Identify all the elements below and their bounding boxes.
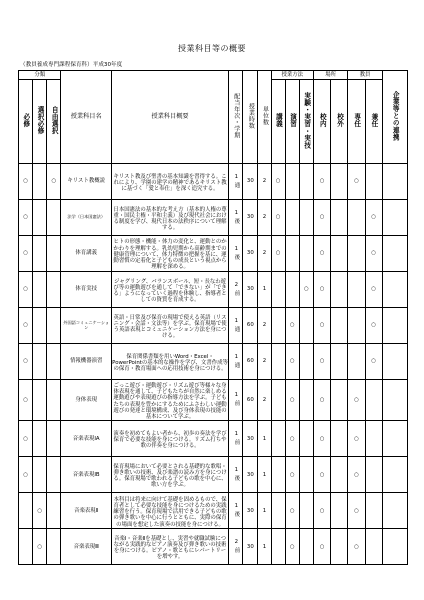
jiyu-sentaku-cell <box>47 200 61 236</box>
course-description: 保育現場において必要とされる基礎的な歌唱・弾き歌いの技術、及び楽譜の読み方を身につける。保育現場で歌われる子どもの歌を中心に、歌い方を学ぶ。 <box>111 457 228 493</box>
tanisu-cell: 1 <box>258 421 271 457</box>
jisshu-cell <box>299 344 313 380</box>
course-name: 音楽表現Ⅲ <box>61 529 112 565</box>
kogi-cell <box>271 380 285 421</box>
kougai-cell <box>331 380 348 421</box>
enshu-cell: ○ <box>285 380 299 421</box>
course-name: 身体表現 <box>61 380 112 421</box>
jugyo-jisu-cell: 60 <box>243 344 258 380</box>
kogi-cell <box>271 272 285 308</box>
tanisu-cell: 2 <box>258 200 271 236</box>
header-basho: 場所 <box>313 71 347 80</box>
kennin-cell: ○ <box>365 200 382 236</box>
kounai-cell: ○ <box>313 272 330 308</box>
kennin-cell: ○ <box>365 344 382 380</box>
kounai-cell: ○ <box>313 493 330 529</box>
course-name: 体育講義 <box>61 236 112 272</box>
haito-nenji-cell: 1 前 <box>229 421 243 457</box>
hissu-cell <box>19 493 33 529</box>
jugyo-jisu-cell: 30 <box>243 457 258 493</box>
kigyo-renkei-cell <box>382 493 407 529</box>
hissu-cell: ○ <box>19 236 33 272</box>
sennin-cell <box>348 308 365 344</box>
course-description: ジャグリング、バランスボール、短・長なわ遊び等の運動遊びを通して「できない」が「できる」ようになっていく過程を体験し、指導者としての資質を育成する。 <box>111 272 228 308</box>
jiyu-sentaku-cell <box>47 421 61 457</box>
kougai-cell <box>331 421 348 457</box>
course-name: 音楽表現Ⅱ <box>61 493 112 529</box>
kougai-cell <box>331 164 348 200</box>
sennin-cell: ○ <box>348 164 365 200</box>
hissu-cell: ○ <box>19 380 33 421</box>
kogi-cell <box>271 457 285 493</box>
enshu-cell: ○ <box>285 308 299 344</box>
kounai-cell: ○ <box>313 164 330 200</box>
header-hissu: 必修 <box>19 80 33 164</box>
haito-nenji-cell: 2 前 <box>229 272 243 308</box>
course-description: 英語・日常及び保育の現場で使える英語（リスニング・会話・文法等）を学ぶ。保育現場で使う英語表現とコミュニケーション方法を身につける。 <box>111 308 228 344</box>
sennin-cell: ○ <box>348 529 365 565</box>
kogi-cell <box>271 529 285 565</box>
table-row <box>19 380 408 421</box>
enshu-cell: ○ <box>285 421 299 457</box>
kigyo-renkei-cell <box>382 236 407 272</box>
sentaku-hissu-cell: ○ <box>33 493 47 529</box>
kogi-cell: ○ <box>271 200 285 236</box>
kougai-cell <box>331 529 348 565</box>
header-jugyo-hoho: 授業方法 <box>271 71 313 80</box>
sennin-cell: ○ <box>348 380 365 421</box>
kennin-cell <box>365 529 382 565</box>
enshu-cell <box>285 200 299 236</box>
jiyu-sentaku-cell <box>47 344 61 380</box>
kogi-cell <box>271 308 285 344</box>
course-description: キリスト教及び聖書の基本知識を習得する。これにより、学園の建学の精神であるキリスト教に基づく「愛と奉仕」を深く追究する。 <box>111 164 228 200</box>
sentaku-hissu-cell <box>33 380 47 421</box>
jisshu-cell <box>299 457 313 493</box>
haito-nenji-cell: 1 後 <box>229 236 243 272</box>
course-description: ヒトの形態・機能・体力の変化と、運動とのかかわりを理解する。乳幼児期から高齢期までの健康管理について、体力特徴の把握を基に、運動習慣の定着化と子どもの成長という視点から理解を深める。 <box>111 236 228 272</box>
table-row <box>19 272 408 308</box>
sentaku-hissu-cell <box>33 421 47 457</box>
hissu-cell: ○ <box>19 344 33 380</box>
jisshu-cell: ○ <box>299 272 313 308</box>
jiyu-sentaku-cell <box>47 380 61 421</box>
kounai-cell: ○ <box>313 344 330 380</box>
kigyo-renkei-cell <box>382 529 407 565</box>
tanisu-cell: 2 <box>258 380 271 421</box>
header-kounai: 校内 <box>313 80 330 164</box>
table-row <box>19 308 408 344</box>
jisshu-cell <box>299 308 313 344</box>
kounai-cell: ○ <box>313 421 330 457</box>
kounai-cell: ○ <box>313 380 330 421</box>
enshu-cell: ○ <box>285 457 299 493</box>
course-description: 保育関係書類を用いWord・Excel・PowerPointの基本的な操作を学び、文書作成等の保育・教育場面への応用技術を身につける。 <box>111 344 228 380</box>
table-row <box>19 164 408 200</box>
jugyo-jisu-cell: 30 <box>243 493 258 529</box>
haito-nenji-cell: 1 通 <box>229 308 243 344</box>
header-kamoku-gaiyo: 授業科目概要 <box>111 71 228 164</box>
course-name: 体育実技 <box>61 272 112 308</box>
kennin-cell <box>365 421 382 457</box>
header-bunrui: 分類 <box>19 71 61 80</box>
jiyu-sentaku-cell <box>47 308 61 344</box>
sennin-cell <box>348 236 365 272</box>
jisshu-cell <box>299 493 313 529</box>
sennin-cell <box>348 200 365 236</box>
header-kamoku-mei: 授業科目名 <box>61 71 112 164</box>
haito-nenji-cell: 2 前 <box>229 529 243 565</box>
header-kogi: 講義 <box>271 80 285 164</box>
table-row <box>19 200 408 236</box>
course-name: 法学（日本国憲法） <box>61 200 112 236</box>
course-name: 情報機器演習 <box>61 344 112 380</box>
kougai-cell <box>331 236 348 272</box>
tanisu-cell: 2 <box>258 344 271 380</box>
header-jisshu: 実験・実習・実技 <box>299 80 313 164</box>
kougai-cell <box>331 308 348 344</box>
jiyu-sentaku-cell <box>47 493 61 529</box>
jugyo-jisu-cell: 30 <box>243 236 258 272</box>
kennin-cell: ○ <box>365 308 382 344</box>
enshu-cell: ○ <box>285 529 299 565</box>
hissu-cell <box>19 529 33 565</box>
header-row-1 <box>19 71 408 80</box>
enshu-cell <box>285 272 299 308</box>
kounai-cell: ○ <box>313 529 330 565</box>
sentaku-hissu-cell: ○ <box>33 529 47 565</box>
jugyo-jisu-cell: 30 <box>243 200 258 236</box>
header-jiyu-sentaku: 自由選択 <box>47 80 61 164</box>
jisshu-cell <box>299 164 313 200</box>
sentaku-hissu-cell <box>33 200 47 236</box>
haito-nenji-cell: 1 通 <box>229 344 243 380</box>
kogi-cell: ○ <box>271 236 285 272</box>
course-name: 音楽表現ⅠB <box>61 457 112 493</box>
tanisu-cell: 2 <box>258 236 271 272</box>
table-row <box>19 493 408 529</box>
tanisu-cell: 1 <box>258 457 271 493</box>
jiyu-sentaku-cell <box>47 236 61 272</box>
sentaku-hissu-cell <box>33 344 47 380</box>
header-kennin: 兼任 <box>365 80 382 164</box>
course-name: 音楽表現ⅠA <box>61 421 112 457</box>
header-kougai: 校外 <box>331 80 348 164</box>
jiyu-sentaku-cell: ○ <box>47 164 61 200</box>
tanisu-cell: 1 <box>258 493 271 529</box>
jiyu-sentaku-cell <box>47 272 61 308</box>
jisshu-cell <box>299 380 313 421</box>
course-description: 演奏を初めてもよい者から、初歩の奏法を学び保育で必要な技能を身につける。リズム打ちや歌の伴奏を身につける。 <box>111 421 228 457</box>
jiyu-sentaku-cell <box>47 529 61 565</box>
haito-nenji-cell: 1 前 <box>229 380 243 421</box>
haito-nenji-cell: 1 通 <box>229 164 243 200</box>
kigyo-renkei-cell <box>382 272 407 308</box>
sennin-cell: ○ <box>348 457 365 493</box>
kougai-cell <box>331 457 348 493</box>
course-rows <box>19 164 408 565</box>
jisshu-cell <box>299 236 313 272</box>
kigyo-renkei-cell <box>382 164 407 200</box>
course-name: キリスト教概説 <box>61 164 112 200</box>
hissu-cell: ○ <box>19 457 33 493</box>
course-name: 外国語コミュニケーション <box>61 308 112 344</box>
tanisu-cell: 1 <box>258 529 271 565</box>
haito-nenji-cell: 1 後 <box>229 457 243 493</box>
kounai-cell: ○ <box>313 308 330 344</box>
table-row <box>19 457 408 493</box>
header-sennin: 専任 <box>348 80 365 164</box>
table-row <box>19 236 408 272</box>
table-row <box>19 421 408 457</box>
kigyo-renkei-cell <box>382 380 407 421</box>
kennin-cell <box>365 164 382 200</box>
kigyo-renkei-cell <box>382 308 407 344</box>
tanisu-cell: 2 <box>258 308 271 344</box>
haito-nenji-cell: 1 後 <box>229 493 243 529</box>
tanisu-cell: 1 <box>258 272 271 308</box>
kennin-cell: ○ <box>365 272 382 308</box>
kogi-cell <box>271 493 285 529</box>
kougai-cell <box>331 200 348 236</box>
kennin-cell <box>365 493 382 529</box>
kigyo-renkei-cell <box>382 457 407 493</box>
table-row <box>19 344 408 380</box>
jugyo-jisu-cell: 30 <box>243 529 258 565</box>
kounai-cell: ○ <box>313 457 330 493</box>
jiyu-sentaku-cell <box>47 457 61 493</box>
hissu-cell: ○ <box>19 200 33 236</box>
sentaku-hissu-cell <box>33 457 47 493</box>
course-table <box>18 70 408 565</box>
kounai-cell: ○ <box>313 236 330 272</box>
haito-nenji-cell: 1 後 <box>229 200 243 236</box>
jugyo-jisu-cell: 30 <box>243 164 258 200</box>
sennin-cell: ○ <box>348 421 365 457</box>
header-tanisu: 単位数 <box>258 71 271 164</box>
kogi-cell <box>271 421 285 457</box>
header-sentaku-hissu: 選択必修 <box>33 80 47 164</box>
kigyo-renkei-cell <box>382 200 407 236</box>
kennin-cell <box>365 380 382 421</box>
kougai-cell <box>331 344 348 380</box>
kogi-cell: ○ <box>271 164 285 200</box>
sennin-cell <box>348 272 365 308</box>
tanisu-cell: 2 <box>258 164 271 200</box>
hissu-cell: ○ <box>19 164 33 200</box>
course-description: 日本国憲法の基本的な考え方（基本的人権の尊重・国民主権・平和主義）及び現代社会における制度を学び、現代日本の法秩序について理解する。 <box>111 200 228 236</box>
jisshu-cell <box>299 421 313 457</box>
kogi-cell <box>271 344 285 380</box>
header-jugyo-jisu: 授業時数 <box>243 71 258 164</box>
jugyo-jisu-cell: 60 <box>243 380 258 421</box>
course-description: 本科目は将来に向けて基礎を固めるもので、保育者として必要な技能を身につけるための実践練習を行う。保育現場で活用できる子どもの歌の弾き歌いを中心に行うとともに、実際の保育の場面を想定した演奏の技能を身につける。 <box>111 493 228 529</box>
jugyo-jisu-cell: 30 <box>243 421 258 457</box>
enshu-cell: ○ <box>285 493 299 529</box>
table-row <box>19 529 408 565</box>
header-kigyo-renkei: 企業等との連携 <box>382 71 407 164</box>
jugyo-jisu-cell: 60 <box>243 308 258 344</box>
sentaku-hissu-cell <box>33 164 47 200</box>
sentaku-hissu-cell <box>33 272 47 308</box>
hissu-cell: ○ <box>19 421 33 457</box>
course-description: 音楽Ⅰ・音楽Ⅱを基礎とし、実習や就職試験につながる実践的なピアノ演奏及び弾き歌いの技術を身につける。ピアノ・歌ともにレパートリーを増やす。 <box>111 529 228 565</box>
course-description: ごっこ遊び・運動遊び・リズム遊び等様々な身体表現を通して、子どもたちが自然に楽しめる運動遊びや表現遊びの指導方法を学ぶ。子どもたちの表現を豊かにするためにふさわしい運動遊びの発達と環境構成、及び身体表現の技能の基本について学ぶ。 <box>111 380 228 421</box>
kougai-cell <box>331 493 348 529</box>
sentaku-hissu-cell <box>33 308 47 344</box>
kounai-cell: ○ <box>313 200 330 236</box>
header-enshu: 演習 <box>285 80 299 164</box>
header-haito-nenji: 配当年次・学期 <box>229 71 243 164</box>
kougai-cell <box>331 272 348 308</box>
page-title: 授業科目等の概要 <box>178 44 246 53</box>
kennin-cell <box>365 457 382 493</box>
document-subtitle: （教員養成専門課程保育科）平成30年度 <box>20 62 123 68</box>
hissu-cell: ○ <box>19 308 33 344</box>
enshu-cell <box>285 236 299 272</box>
enshu-cell <box>285 164 299 200</box>
hissu-cell: ○ <box>19 272 33 308</box>
kigyo-renkei-cell <box>382 344 407 380</box>
header-kyoin: 教員 <box>348 71 382 80</box>
jisshu-cell <box>299 529 313 565</box>
kigyo-renkei-cell <box>382 421 407 457</box>
sennin-cell <box>348 344 365 380</box>
enshu-cell: ○ <box>285 344 299 380</box>
jugyo-jisu-cell: 30 <box>243 272 258 308</box>
sentaku-hissu-cell <box>33 236 47 272</box>
kennin-cell: ○ <box>365 236 382 272</box>
sennin-cell: ○ <box>348 493 365 529</box>
jisshu-cell <box>299 200 313 236</box>
